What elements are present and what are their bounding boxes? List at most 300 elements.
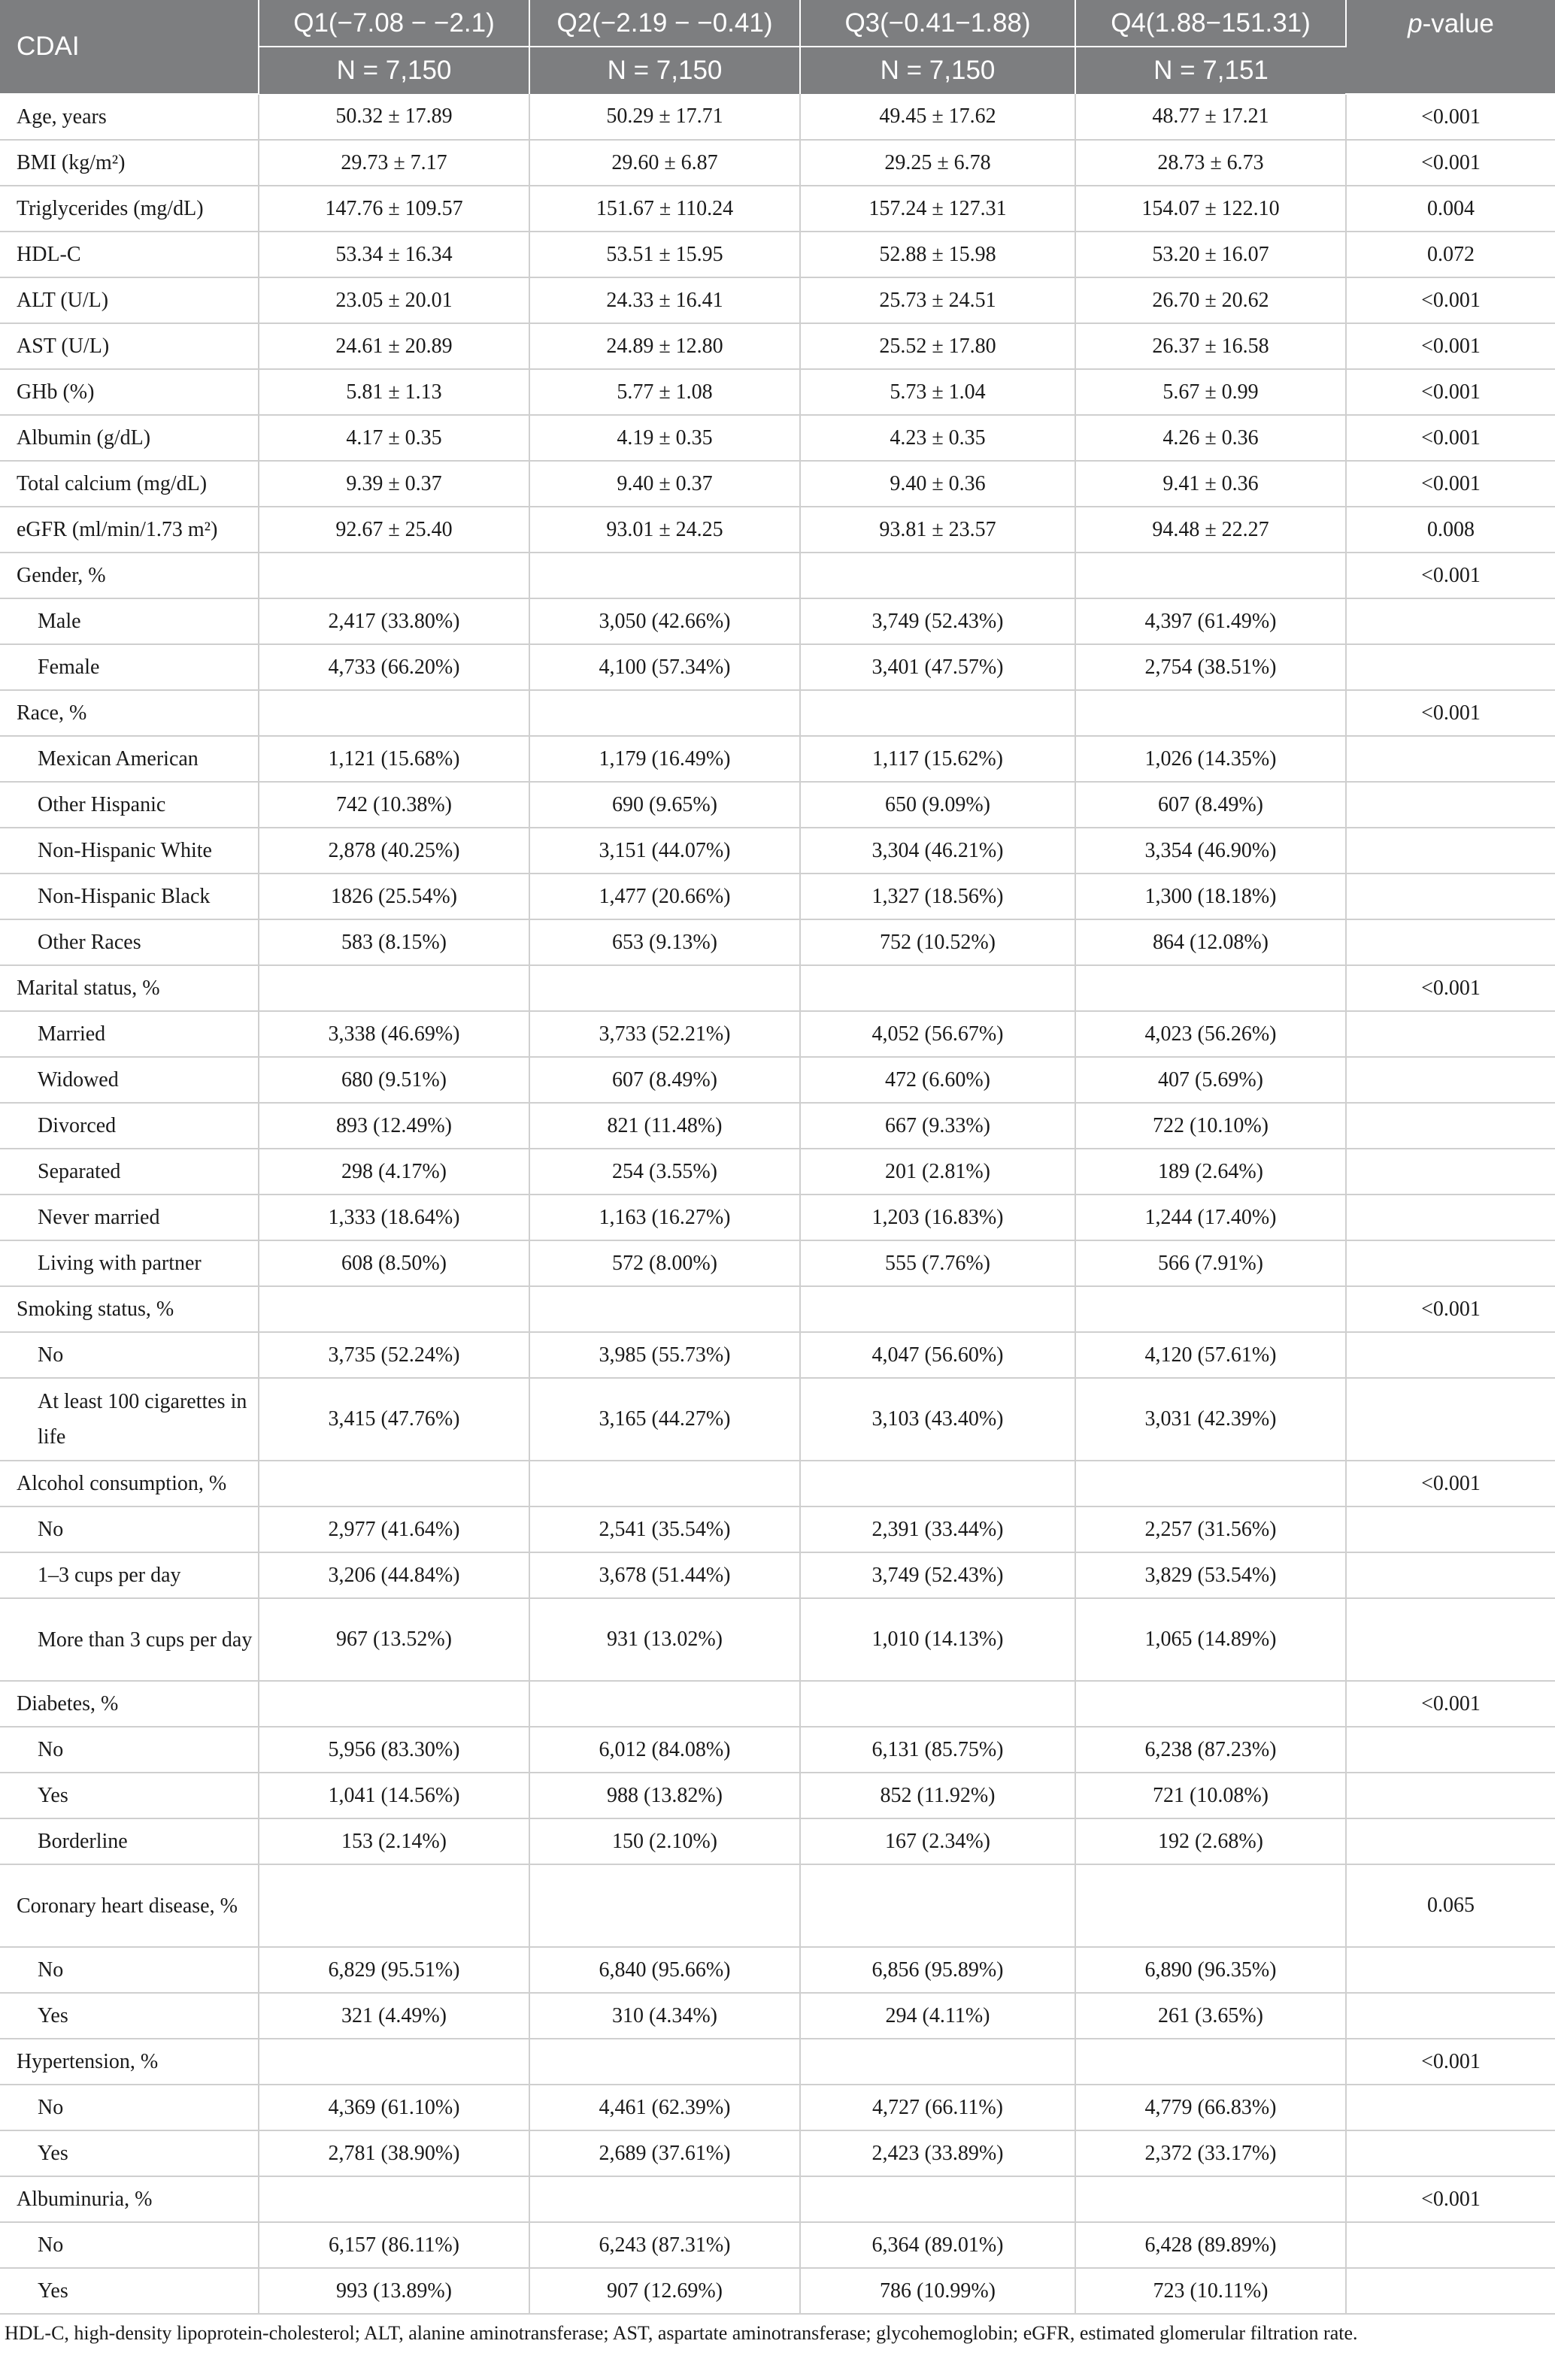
row-label: Gender, % <box>0 553 259 598</box>
cell-q2 <box>529 2176 800 2222</box>
cell-q1: 50.32 ± 17.89 <box>259 94 529 140</box>
cell-q1: 321 (4.49%) <box>259 1993 529 2039</box>
row-label: eGFR (ml/min/1.73 m²) <box>0 507 259 553</box>
table-row <box>0 2039 1555 2085</box>
cell-q4: 4,397 (61.49%) <box>1075 598 1346 644</box>
cell-q3 <box>800 690 1075 736</box>
cell-pvalue <box>1346 2130 1555 2176</box>
cell-q4 <box>1075 2176 1346 2222</box>
cell-q1: 3,338 (46.69%) <box>259 1011 529 1057</box>
cell-q3: 201 (2.81%) <box>800 1149 1075 1195</box>
cell-q1 <box>259 690 529 736</box>
header-q3: Q3(−0.41−1.88) <box>800 0 1075 47</box>
cell-q3: 650 (9.09%) <box>800 782 1075 828</box>
row-sublabel: Non-Hispanic White <box>0 828 259 874</box>
row-sublabel: No <box>0 1727 259 1773</box>
cell-q2: 24.33 ± 16.41 <box>529 277 800 323</box>
cell-q2: 3,678 (51.44%) <box>529 1552 800 1598</box>
cell-q2: 1,163 (16.27%) <box>529 1195 800 1240</box>
table-row <box>0 369 1555 415</box>
cell-q2 <box>529 690 800 736</box>
row-label: Total calcium (mg/dL) <box>0 461 259 507</box>
table-body <box>0 94 1555 2314</box>
row-sublabel: Non-Hispanic Black <box>0 874 259 919</box>
cell-q4: 48.77 ± 17.21 <box>1075 94 1346 140</box>
cell-q1: 583 (8.15%) <box>259 919 529 965</box>
cell-q2: 607 (8.49%) <box>529 1057 800 1103</box>
cell-q1: 4.17 ± 0.35 <box>259 415 529 461</box>
cell-pvalue <box>1346 919 1555 965</box>
table-row <box>0 2085 1555 2130</box>
cell-pvalue <box>1346 828 1555 874</box>
row-sublabel: No <box>0 1947 259 1993</box>
cell-pvalue <box>1346 1506 1555 1552</box>
header-q4: Q4(1.88−151.31) <box>1075 0 1346 47</box>
cell-pvalue <box>1346 1727 1555 1773</box>
cell-q3 <box>800 1461 1075 1506</box>
cell-pvalue: <0.001 <box>1346 1286 1555 1332</box>
cell-q1: 893 (12.49%) <box>259 1103 529 1149</box>
cell-q3 <box>800 553 1075 598</box>
cell-q1: 680 (9.51%) <box>259 1057 529 1103</box>
cell-q2 <box>529 1681 800 1727</box>
cell-pvalue: <0.001 <box>1346 369 1555 415</box>
row-sublabel: No <box>0 2085 259 2130</box>
row-sublabel: Yes <box>0 1993 259 2039</box>
cell-q3: 167 (2.34%) <box>800 1818 1075 1864</box>
row-sublabel: Separated <box>0 1149 259 1195</box>
table-row <box>0 919 1555 965</box>
cell-q2: 821 (11.48%) <box>529 1103 800 1149</box>
cell-pvalue: <0.001 <box>1346 2176 1555 2222</box>
cell-q3: 555 (7.76%) <box>800 1240 1075 1286</box>
cell-q3: 3,103 (43.40%) <box>800 1378 1075 1461</box>
cell-q3: 25.73 ± 24.51 <box>800 277 1075 323</box>
cell-pvalue: <0.001 <box>1346 690 1555 736</box>
cell-pvalue: <0.001 <box>1346 461 1555 507</box>
header-corner: CDAI <box>0 0 259 94</box>
cell-q1: 5.81 ± 1.13 <box>259 369 529 415</box>
row-sublabel: Living with partner <box>0 1240 259 1286</box>
cell-q3: 4,047 (56.60%) <box>800 1332 1075 1378</box>
table-row <box>0 1149 1555 1195</box>
cell-q4: 9.41 ± 0.36 <box>1075 461 1346 507</box>
cell-pvalue <box>1346 2222 1555 2268</box>
cell-pvalue <box>1346 598 1555 644</box>
cell-q2: 93.01 ± 24.25 <box>529 507 800 553</box>
table-row <box>0 415 1555 461</box>
cell-q2: 3,165 (44.27%) <box>529 1378 800 1461</box>
row-label: Diabetes, % <box>0 1681 259 1727</box>
row-sublabel: Never married <box>0 1195 259 1240</box>
cell-q1 <box>259 1681 529 1727</box>
table-row <box>0 598 1555 644</box>
cell-pvalue: <0.001 <box>1346 415 1555 461</box>
table-row <box>0 828 1555 874</box>
table-row <box>0 553 1555 598</box>
cell-q4: 261 (3.65%) <box>1075 1993 1346 2039</box>
table-row <box>0 1598 1555 1681</box>
cell-pvalue: 0.072 <box>1346 232 1555 277</box>
cell-q2: 4.19 ± 0.35 <box>529 415 800 461</box>
cell-q2: 6,012 (84.08%) <box>529 1727 800 1773</box>
row-label: Hypertension, % <box>0 2039 259 2085</box>
header-q4-n: N = 7,151 <box>1075 47 1346 94</box>
cell-q4: 5.67 ± 0.99 <box>1075 369 1346 415</box>
row-sublabel: Yes <box>0 1773 259 1818</box>
cell-q2: 50.29 ± 17.71 <box>529 94 800 140</box>
cell-pvalue <box>1346 1149 1555 1195</box>
header-q1: Q1(−7.08 − −2.1) <box>259 0 529 47</box>
cell-pvalue: 0.008 <box>1346 507 1555 553</box>
table-row <box>0 323 1555 369</box>
table-row <box>0 461 1555 507</box>
cell-pvalue <box>1346 1011 1555 1057</box>
cell-pvalue <box>1346 1552 1555 1598</box>
cell-q4: 3,829 (53.54%) <box>1075 1552 1346 1598</box>
table-row <box>0 1057 1555 1103</box>
cell-q2: 2,541 (35.54%) <box>529 1506 800 1552</box>
cell-q3 <box>800 2039 1075 2085</box>
row-sublabel: Borderline <box>0 1818 259 1864</box>
cell-q2: 150 (2.10%) <box>529 1818 800 1864</box>
cell-q1: 5,956 (83.30%) <box>259 1727 529 1773</box>
row-sublabel: Yes <box>0 2268 259 2314</box>
cell-q3: 6,131 (85.75%) <box>800 1727 1075 1773</box>
cell-q2: 29.60 ± 6.87 <box>529 140 800 186</box>
cell-q3: 4.23 ± 0.35 <box>800 415 1075 461</box>
cell-q2: 6,840 (95.66%) <box>529 1947 800 1993</box>
table-row <box>0 1461 1555 1506</box>
table-row <box>0 782 1555 828</box>
cell-q2: 151.67 ± 110.24 <box>529 186 800 232</box>
table-row <box>0 644 1555 690</box>
cell-q3: 6,364 (89.01%) <box>800 2222 1075 2268</box>
cell-q4: 6,238 (87.23%) <box>1075 1727 1346 1773</box>
cell-q1: 6,829 (95.51%) <box>259 1947 529 1993</box>
cell-q1 <box>259 965 529 1011</box>
cell-q4: 154.07 ± 122.10 <box>1075 186 1346 232</box>
cell-q2: 988 (13.82%) <box>529 1773 800 1818</box>
cell-q2: 931 (13.02%) <box>529 1598 800 1681</box>
cell-pvalue <box>1346 644 1555 690</box>
row-sublabel: At least 100 cigarettes in life <box>0 1378 259 1461</box>
cell-q2: 572 (8.00%) <box>529 1240 800 1286</box>
cell-q4 <box>1075 690 1346 736</box>
cell-q4: 1,065 (14.89%) <box>1075 1598 1346 1681</box>
row-label: AST (U/L) <box>0 323 259 369</box>
cell-q4: 722 (10.10%) <box>1075 1103 1346 1149</box>
cell-q1: 2,977 (41.64%) <box>259 1506 529 1552</box>
cell-q3: 3,304 (46.21%) <box>800 828 1075 874</box>
cell-q4: 192 (2.68%) <box>1075 1818 1346 1864</box>
cell-q2: 3,151 (44.07%) <box>529 828 800 874</box>
row-sublabel: No <box>0 1506 259 1552</box>
row-sublabel: Mexican American <box>0 736 259 782</box>
cell-q1: 3,735 (52.24%) <box>259 1332 529 1378</box>
row-label: Race, % <box>0 690 259 736</box>
cell-q4: 407 (5.69%) <box>1075 1057 1346 1103</box>
cell-pvalue: <0.001 <box>1346 94 1555 140</box>
cell-q1: 1826 (25.54%) <box>259 874 529 919</box>
row-sublabel: More than 3 cups per day <box>0 1598 259 1681</box>
cell-q2: 2,689 (37.61%) <box>529 2130 800 2176</box>
cell-q2 <box>529 1286 800 1332</box>
cell-q4: 2,754 (38.51%) <box>1075 644 1346 690</box>
cell-q1: 4,369 (61.10%) <box>259 2085 529 2130</box>
cell-q1 <box>259 1461 529 1506</box>
cell-q2: 907 (12.69%) <box>529 2268 800 2314</box>
cell-q4: 864 (12.08%) <box>1075 919 1346 965</box>
cell-q1: 298 (4.17%) <box>259 1149 529 1195</box>
cell-q4: 6,428 (89.89%) <box>1075 2222 1346 2268</box>
cell-q4: 1,026 (14.35%) <box>1075 736 1346 782</box>
cell-pvalue: <0.001 <box>1346 323 1555 369</box>
cell-pvalue <box>1346 782 1555 828</box>
cell-q4: 607 (8.49%) <box>1075 782 1346 828</box>
table-row <box>0 2176 1555 2222</box>
cell-q1: 993 (13.89%) <box>259 2268 529 2314</box>
cell-q2: 24.89 ± 12.80 <box>529 323 800 369</box>
cell-q2 <box>529 965 800 1011</box>
cell-q1: 2,417 (33.80%) <box>259 598 529 644</box>
cell-q3: 5.73 ± 1.04 <box>800 369 1075 415</box>
cell-pvalue <box>1346 1773 1555 1818</box>
row-sublabel: Other Races <box>0 919 259 965</box>
header-q2-n: N = 7,150 <box>529 47 800 94</box>
row-label: BMI (kg/m²) <box>0 140 259 186</box>
table-row <box>0 94 1555 140</box>
cell-q3: 49.45 ± 17.62 <box>800 94 1075 140</box>
cell-pvalue <box>1346 1818 1555 1864</box>
table-row <box>0 1818 1555 1864</box>
cell-q3: 1,010 (14.13%) <box>800 1598 1075 1681</box>
cell-q3: 3,749 (52.43%) <box>800 598 1075 644</box>
table-row <box>0 965 1555 1011</box>
row-sublabel: Divorced <box>0 1103 259 1149</box>
table-row <box>0 690 1555 736</box>
cell-q3: 3,401 (47.57%) <box>800 644 1075 690</box>
cell-q3: 3,749 (52.43%) <box>800 1552 1075 1598</box>
cell-q4: 28.73 ± 6.73 <box>1075 140 1346 186</box>
cell-q2: 690 (9.65%) <box>529 782 800 828</box>
cell-q1: 23.05 ± 20.01 <box>259 277 529 323</box>
table-row <box>0 186 1555 232</box>
cell-pvalue <box>1346 1598 1555 1681</box>
cell-q3: 472 (6.60%) <box>800 1057 1075 1103</box>
cell-q2 <box>529 2039 800 2085</box>
header-pvalue-rest: -value <box>1422 9 1494 38</box>
cell-pvalue <box>1346 1947 1555 1993</box>
table-row <box>0 1552 1555 1598</box>
cell-q1: 92.67 ± 25.40 <box>259 507 529 553</box>
cell-pvalue <box>1346 2085 1555 2130</box>
table-row <box>0 1103 1555 1149</box>
cell-pvalue: <0.001 <box>1346 277 1555 323</box>
row-label: Triglycerides (mg/dL) <box>0 186 259 232</box>
cell-q4: 3,354 (46.90%) <box>1075 828 1346 874</box>
cell-q3: 25.52 ± 17.80 <box>800 323 1075 369</box>
cell-q4: 721 (10.08%) <box>1075 1773 1346 1818</box>
cell-q3 <box>800 965 1075 1011</box>
cell-pvalue <box>1346 1057 1555 1103</box>
cell-q1: 2,781 (38.90%) <box>259 2130 529 2176</box>
cell-q3: 52.88 ± 15.98 <box>800 232 1075 277</box>
row-label: ALT (U/L) <box>0 277 259 323</box>
table-row <box>0 1773 1555 1818</box>
row-label: GHb (%) <box>0 369 259 415</box>
cell-q4 <box>1075 2039 1346 2085</box>
table-row <box>0 1864 1555 1947</box>
cell-q3 <box>800 2176 1075 2222</box>
cell-pvalue: <0.001 <box>1346 553 1555 598</box>
cell-q1: 742 (10.38%) <box>259 782 529 828</box>
table-row <box>0 1993 1555 2039</box>
cell-q3 <box>800 1286 1075 1332</box>
header-q1-n: N = 7,150 <box>259 47 529 94</box>
cell-q1: 153 (2.14%) <box>259 1818 529 1864</box>
cell-q2: 53.51 ± 15.95 <box>529 232 800 277</box>
cell-pvalue <box>1346 2268 1555 2314</box>
cell-q1: 4,733 (66.20%) <box>259 644 529 690</box>
cell-q3: 667 (9.33%) <box>800 1103 1075 1149</box>
row-label: Smoking status, % <box>0 1286 259 1332</box>
cell-q1: 2,878 (40.25%) <box>259 828 529 874</box>
header-q3-n: N = 7,150 <box>800 47 1075 94</box>
cell-pvalue <box>1346 736 1555 782</box>
cell-pvalue <box>1346 1195 1555 1240</box>
table-row <box>0 1195 1555 1240</box>
row-sublabel: Yes <box>0 2130 259 2176</box>
cell-q2: 6,243 (87.31%) <box>529 2222 800 2268</box>
cell-q1: 53.34 ± 16.34 <box>259 232 529 277</box>
cell-q3: 752 (10.52%) <box>800 919 1075 965</box>
cell-q2: 254 (3.55%) <box>529 1149 800 1195</box>
cell-q1: 1,121 (15.68%) <box>259 736 529 782</box>
row-label: Albuminuria, % <box>0 2176 259 2222</box>
cell-q4: 53.20 ± 16.07 <box>1075 232 1346 277</box>
table-header <box>0 0 1555 94</box>
cell-q4: 1,244 (17.40%) <box>1075 1195 1346 1240</box>
table-row <box>0 1011 1555 1057</box>
cell-q1 <box>259 1286 529 1332</box>
cell-pvalue: <0.001 <box>1346 140 1555 186</box>
header-q2: Q2(−2.19 − −0.41) <box>529 0 800 47</box>
cell-pvalue <box>1346 1103 1555 1149</box>
table-row <box>0 2130 1555 2176</box>
cell-q1: 1,333 (18.64%) <box>259 1195 529 1240</box>
row-sublabel: Male <box>0 598 259 644</box>
table-row <box>0 1947 1555 1993</box>
cell-q1: 9.39 ± 0.37 <box>259 461 529 507</box>
cell-pvalue: <0.001 <box>1346 965 1555 1011</box>
table-row <box>0 277 1555 323</box>
cell-q1: 3,415 (47.76%) <box>259 1378 529 1461</box>
cell-q3: 6,856 (95.89%) <box>800 1947 1075 1993</box>
table-row <box>0 1378 1555 1461</box>
cell-q3: 2,423 (33.89%) <box>800 2130 1075 2176</box>
cell-q4: 94.48 ± 22.27 <box>1075 507 1346 553</box>
table-footnote: HDL-C, high-density lipoprotein-cholesterol; ALT, alanine aminotransferase; AST, aspartate aminotransferase; glycohemoglobin; eGFR, estimated glomerular filtration rate. <box>5 2322 1358 2344</box>
cell-q4: 1,300 (18.18%) <box>1075 874 1346 919</box>
table-row <box>0 2268 1555 2314</box>
cell-q1: 1,041 (14.56%) <box>259 1773 529 1818</box>
table-row <box>0 1506 1555 1552</box>
cell-q3: 852 (11.92%) <box>800 1773 1075 1818</box>
row-label: Marital status, % <box>0 965 259 1011</box>
cell-q2 <box>529 1864 800 1947</box>
cell-q3 <box>800 1864 1075 1947</box>
cell-q4: 4,779 (66.83%) <box>1075 2085 1346 2130</box>
table-row <box>0 874 1555 919</box>
cell-q4: 4.26 ± 0.36 <box>1075 415 1346 461</box>
cell-q3: 29.25 ± 6.78 <box>800 140 1075 186</box>
cell-q2: 1,179 (16.49%) <box>529 736 800 782</box>
cell-q4 <box>1075 1681 1346 1727</box>
cell-q2: 653 (9.13%) <box>529 919 800 965</box>
row-label: Alcohol consumption, % <box>0 1461 259 1506</box>
cell-q2: 4,461 (62.39%) <box>529 2085 800 2130</box>
cell-q4 <box>1075 965 1346 1011</box>
cell-q2: 9.40 ± 0.37 <box>529 461 800 507</box>
table-row <box>0 1727 1555 1773</box>
cell-q2: 4,100 (57.34%) <box>529 644 800 690</box>
cell-q2 <box>529 1461 800 1506</box>
cell-pvalue: 0.004 <box>1346 186 1555 232</box>
cell-q4: 26.70 ± 20.62 <box>1075 277 1346 323</box>
cell-q3: 9.40 ± 0.36 <box>800 461 1075 507</box>
cell-pvalue: <0.001 <box>1346 1681 1555 1727</box>
cell-q2: 3,985 (55.73%) <box>529 1332 800 1378</box>
cell-q1 <box>259 553 529 598</box>
table-row <box>0 2222 1555 2268</box>
cell-pvalue: 0.065 <box>1346 1864 1555 1947</box>
cell-q3: 157.24 ± 127.31 <box>800 186 1075 232</box>
row-sublabel: No <box>0 1332 259 1378</box>
cell-q3: 1,203 (16.83%) <box>800 1195 1075 1240</box>
cell-pvalue: <0.001 <box>1346 2039 1555 2085</box>
row-sublabel: Other Hispanic <box>0 782 259 828</box>
cell-q3: 2,391 (33.44%) <box>800 1506 1075 1552</box>
cell-q4: 723 (10.11%) <box>1075 2268 1346 2314</box>
cell-pvalue <box>1346 1378 1555 1461</box>
cell-q4: 6,890 (96.35%) <box>1075 1947 1346 1993</box>
row-label: Age, years <box>0 94 259 140</box>
cell-q4 <box>1075 553 1346 598</box>
cell-pvalue <box>1346 1332 1555 1378</box>
cell-q1: 147.76 ± 109.57 <box>259 186 529 232</box>
table-row <box>0 736 1555 782</box>
cell-q4: 3,031 (42.39%) <box>1075 1378 1346 1461</box>
cell-pvalue <box>1346 1240 1555 1286</box>
cell-q2: 5.77 ± 1.08 <box>529 369 800 415</box>
row-label: Albumin (g/dL) <box>0 415 259 461</box>
row-sublabel: 1–3 cups per day <box>0 1552 259 1598</box>
cell-q4 <box>1075 1864 1346 1947</box>
cell-q4: 4,023 (56.26%) <box>1075 1011 1346 1057</box>
cell-q3: 1,327 (18.56%) <box>800 874 1075 919</box>
table-row <box>0 1332 1555 1378</box>
table-row <box>0 1681 1555 1727</box>
row-label: Coronary heart disease, % <box>0 1864 259 1947</box>
row-sublabel: Widowed <box>0 1057 259 1103</box>
cell-q1: 24.61 ± 20.89 <box>259 323 529 369</box>
table-row <box>0 140 1555 186</box>
cell-q3: 93.81 ± 23.57 <box>800 507 1075 553</box>
cell-q3: 4,052 (56.67%) <box>800 1011 1075 1057</box>
cell-q4: 566 (7.91%) <box>1075 1240 1346 1286</box>
cell-q4: 2,257 (31.56%) <box>1075 1506 1346 1552</box>
